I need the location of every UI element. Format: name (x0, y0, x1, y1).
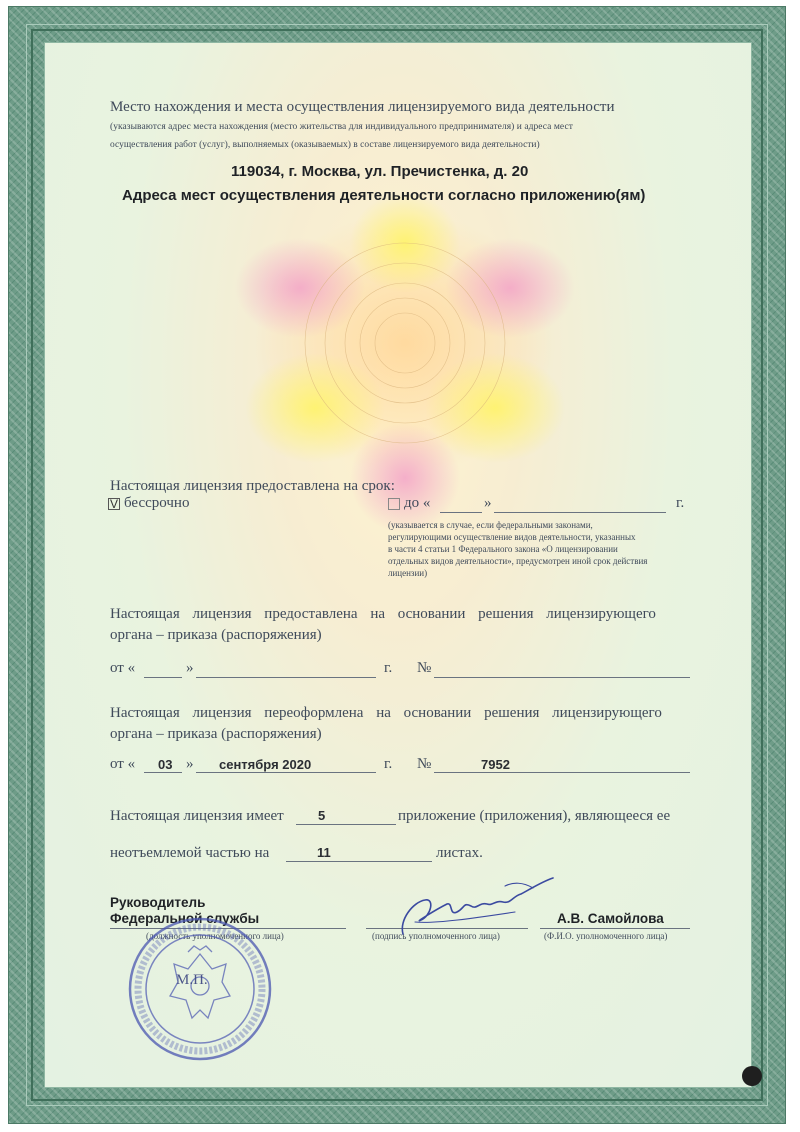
reissue-date-line (196, 772, 376, 773)
seal-label: М.П. (176, 972, 208, 988)
term-note-1: (указывается в случае, если федеральными законами, (388, 520, 593, 530)
address: 119034, г. Москва, ул. Пречистенка, д. 20 (231, 163, 529, 180)
basis-text-1: Настоящая лицензия предоставлена на основании решения лицензирующего (110, 606, 656, 622)
basis-close-quote: » (186, 660, 194, 676)
basis-number-line (434, 677, 690, 678)
until-date-line (494, 512, 666, 513)
name-caption: (Ф.И.О. уполномоченного лица) (544, 931, 668, 941)
reissue-from-label: от « (110, 756, 136, 772)
reissue-year-suffix: г. (384, 756, 393, 772)
location-hint-1: (указываются адрес места нахождения (место жительства для индивидуального предпринимателя) и адреса мест (110, 122, 573, 132)
reissue-day-line (144, 772, 182, 773)
basis-year-suffix: г. (384, 660, 393, 676)
handwritten-signature (395, 872, 565, 942)
term-note-4: отдельных видов деятельности», предусмотрен иной срок действия (388, 556, 648, 566)
signature-caption: (подпись уполномоченного лица) (372, 931, 500, 941)
until-close-quote: » (484, 495, 492, 511)
basis-from-label: от « (110, 660, 136, 676)
reissue-text-2: органа – приказа (распоряжения) (110, 726, 322, 742)
official-seal (118, 914, 330, 1064)
reissue-day: 03 (158, 757, 173, 772)
appendix-text-suffix: приложение (приложения), являющееся ее (398, 808, 671, 824)
term-note-2: регулирующими осуществление видов деятельности, указанных (388, 532, 636, 542)
addresses-note: Адреса мест осуществления деятельности согласно приложению(ям) (122, 187, 646, 204)
term-title: Настоящая лицензия предоставлена на срок: (110, 478, 395, 494)
appendix-sheets: 11 (317, 845, 331, 860)
term-note-5: лицензии) (388, 568, 428, 578)
signatory-name: А.В. Самойлова (557, 911, 664, 926)
appendix-sheets-suffix: листах. (436, 845, 483, 861)
reissue-number-label: № (417, 756, 432, 772)
until-prefix: до « (404, 495, 431, 511)
reissue-number: 7952 (481, 757, 510, 772)
appendix-count-line (296, 824, 396, 825)
reissue-number-line (434, 772, 690, 773)
appendix-text-prefix: Настоящая лицензия имеет (110, 808, 284, 824)
appendix-count: 5 (318, 808, 326, 823)
basis-date-line (196, 677, 376, 678)
reissue-month-year: сентября 2020 (219, 757, 312, 772)
term-note-3: в части 4 статьи 1 Федерального закона «О лицензировании (388, 544, 618, 554)
appendix-sheets-line (286, 861, 432, 862)
until-day-line (440, 512, 482, 513)
basis-text-2: органа – приказа (распоряжения) (110, 627, 322, 643)
until-checkbox (388, 498, 400, 510)
basis-day-line (144, 677, 182, 678)
location-title: Место нахождения и места осуществления лицензируемого вида деятельности (110, 99, 615, 115)
appendix-sheets-prefix: неотъемлемой частью на (110, 845, 270, 861)
until-year-suffix: г. (676, 495, 685, 511)
basis-number-label: № (417, 660, 432, 676)
location-hint-2: осуществления работ (услуг), выполняемых (оказываемых) в составе лицензируемого вида деятельности) (110, 140, 540, 150)
position-caption: (должность уполномоченного лица) (146, 931, 284, 941)
reissue-close-quote: » (186, 756, 194, 772)
punch-hole (742, 1066, 762, 1086)
reissue-text-1: Настоящая лицензия переоформлена на основании решения лицензирующего (110, 705, 662, 721)
signatory-position-2: Федеральной службы (110, 911, 260, 926)
indefinite-checkbox: V (109, 497, 118, 511)
signatory-position-1: Руководитель (110, 895, 206, 910)
indefinite-label: бессрочно (124, 495, 190, 511)
